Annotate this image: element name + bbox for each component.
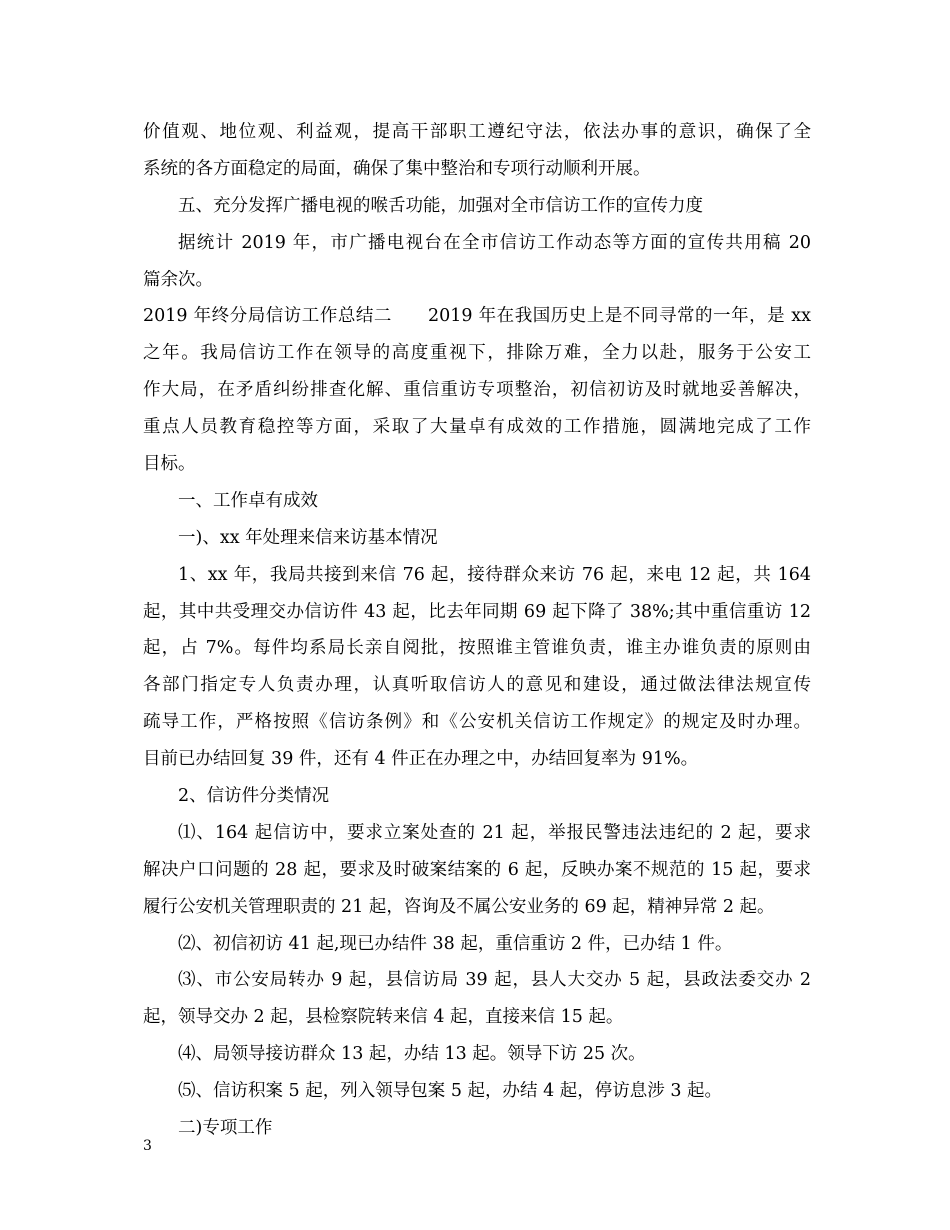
text-line: 系统的各方面稳定的局面，确保了集中整治和专项行动顺利开展。 [143, 158, 651, 179]
subsection-heading: 2、信访件分类情况 [178, 786, 330, 807]
text-line: 解决户口问题的 28 起，要求及时破案结案的 6 起，反映办案不规范的 15 起，要求 [143, 859, 811, 880]
text-line: 目前已办结回复 39 件，还有 4 件正在办理之中，办结回复率为 91%。 [143, 749, 699, 770]
text-line: 2019 年终分局信访工作总结二 2019 年在我国历史上是不同寻常的一年，是 xx [143, 306, 811, 327]
text-line: ⑵、初信初访 41 起,现已办结件 38 起，重信重访 2 件，已办结 1 件。 [178, 933, 733, 954]
document-body [143, 114, 811, 1147]
section-heading: 五、充分发挥广播电视的喉舌功能，加强对全市信访工作的宣传力度 [178, 195, 703, 216]
text-line: 起，领导交办 2 起，县检察院转来信 4 起，直接来信 15 起。 [143, 1007, 624, 1028]
text-line: 目标。 [143, 454, 196, 475]
text-line: 之年。我局信访工作在领导的高度重视下，排除万难，全力以赴，服务于公安工 [143, 343, 811, 364]
subsection-heading: 二)专项工作 [178, 1118, 273, 1139]
text-line: ⑶、市公安局转办 9 起，县信访局 39 起，县人大交办 5 起，县政法委交办 2 [178, 970, 811, 991]
text-line: 各部门指定专人负责办理，认真听取信访人的意见和建设，通过做法律法规宣传 [143, 675, 811, 696]
text-line: 价值观、地位观、利益观，提高干部职工遵纪守法，依法办事的意识，确保了全 [143, 122, 811, 142]
subsection-heading: 一)、xx 年处理来信来访基本情况 [178, 527, 438, 548]
text-line: ⑸、信访积案 5 起，列入领导包案 5 起，办结 4 起，停访息涉 3 起。 [178, 1081, 723, 1102]
page-number: 3 [143, 1138, 152, 1154]
text-line: ⑷、局领导接访群众 13 起，办结 13 起。领导下访 25 次。 [178, 1044, 646, 1065]
text-line: 作大局，在矛盾纠纷排查化解、重信重访专项整治，初信初访及时就地妥善解决， [143, 380, 811, 401]
text-line: 1、xx 年，我局共接到来信 76 起，接待群众来访 76 起，来电 12 起，共 164 [178, 564, 811, 585]
text-line: 重点人员教育稳控等方面，采取了大量卓有成效的工作措施，圆满地完成了工作 [143, 417, 811, 438]
section-heading: 一、工作卓有成效 [178, 490, 318, 511]
text-line: 履行公安机关管理职责的 21 起，咨询及不属公安业务的 69 起，精神异常 2 起。 [143, 896, 775, 917]
text-line: 起，占 7%。每件均系局长亲自阅批，按照谁主管谁负责，谁主办谁负责的原则由 [143, 638, 811, 659]
text-line: 起，其中共受理交办信访件 43 起，比去年同期 69 起下降了 38%;其中重信重访 12 [143, 601, 811, 622]
text-line: 疏导工作，严格按照《信访条例》和《公安机关信访工作规定》的规定及时办理。 [143, 712, 811, 733]
text-line: 篇余次。 [143, 269, 213, 290]
text-line: ⑴、164 起信访中，要求立案处查的 21 起，举报民警违法违纪的 2 起，要求 [178, 822, 811, 843]
text-line: 据统计 2019 年，市广播电视台在全市信访工作动态等方面的宣传共用稿 20 [178, 232, 811, 253]
